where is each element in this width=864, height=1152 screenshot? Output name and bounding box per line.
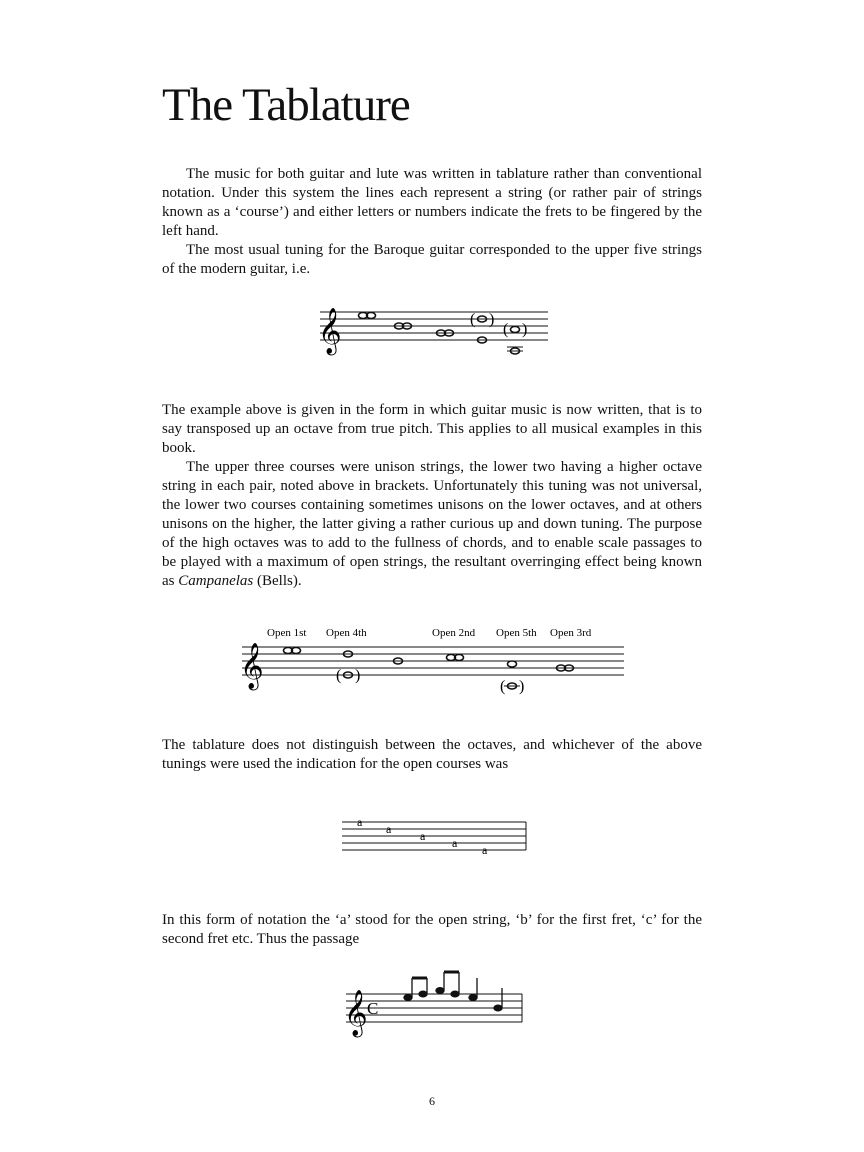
label-open-3rd: Open 3rd — [550, 627, 592, 639]
label-open-1st: Open 1st — [267, 627, 307, 639]
svg-text:): ) — [489, 311, 495, 328]
passage-staff-example — [342, 966, 528, 1042]
section2-text — [162, 401, 702, 591]
label-open-5th: Open 5th — [496, 627, 537, 639]
svg-text:): ) — [519, 678, 525, 695]
intro-paragraph-2: The most usual tuning for the Baroque guitar corresponded to the upper five strings of the modern guitar, i.e. — [162, 242, 702, 277]
tuning-staff-example — [310, 300, 560, 362]
svg-text:): ) — [522, 321, 528, 338]
svg-text:(: ( — [503, 321, 509, 338]
time-signature: C — [367, 999, 379, 1018]
course-tuning-staff — [232, 624, 632, 700]
page-number: 6 — [429, 1094, 435, 1108]
svg-text:(: ( — [470, 311, 476, 328]
svg-text:): ) — [355, 667, 361, 684]
label-open-4th: Open 4th — [326, 627, 367, 639]
section2-paragraph-2: The upper three courses were unison strings, the lower two having a higher octave string in each pair, noted above in brackets. Unfortunately this tuning was not universal, the lower two courses containing sometimes unisons on the lower octaves, and at others unisons on the higher, the latter giving a rather curious up and down tuning. The purpose of the high octaves was to add to the fullness of chords, and to enable scale passages to be played with a maximum of open strings, the resultant overringing effect being known as Campanelas (Bells). — [162, 459, 702, 589]
section3-paragraph-1: The tablature does not distinguish between the octaves, and whichever of the above tunings were used the indication for the open courses was — [162, 737, 702, 772]
tab-letter-3: a — [420, 829, 426, 843]
section3-text — [162, 736, 702, 774]
tab-letter-4: a — [452, 836, 458, 850]
page-title: The Tablature — [162, 79, 410, 131]
label-open-2nd: Open 2nd — [432, 627, 476, 639]
intro-paragraph-1: The music for both guitar and lute was written in tablature rather than conventional notation. Under this system the lines each represent a string (or rather pair of strings known as a ‘course’) and either letters or numbers indicate the frets to be fingered by the left hand. — [162, 166, 702, 239]
section4-text — [162, 911, 702, 949]
treble-clef-icon: 𝄞 — [240, 643, 264, 688]
treble-clef-icon: 𝄞 — [318, 308, 342, 353]
section4-paragraph-1: In this form of notation the ‘a’ stood for the open string, ‘b’ for the first fret, ‘c’ for the second fret etc. Thus the passage — [162, 912, 702, 947]
tablature-staff-example — [340, 814, 532, 860]
svg-text:(: ( — [336, 667, 342, 684]
svg-text:(: ( — [500, 678, 506, 695]
tab-letter-5: a — [482, 843, 488, 857]
tab-letter-1: a — [357, 815, 363, 829]
tab-letter-2: a — [386, 822, 392, 836]
section2-paragraph-1: The example above is given in the form in which guitar music is now written, that is to say transposed up an octave from true pitch. This applies to all musical examples in this book. — [162, 402, 702, 456]
treble-clef-icon: 𝄞 — [344, 990, 368, 1035]
intro-text — [162, 165, 702, 279]
